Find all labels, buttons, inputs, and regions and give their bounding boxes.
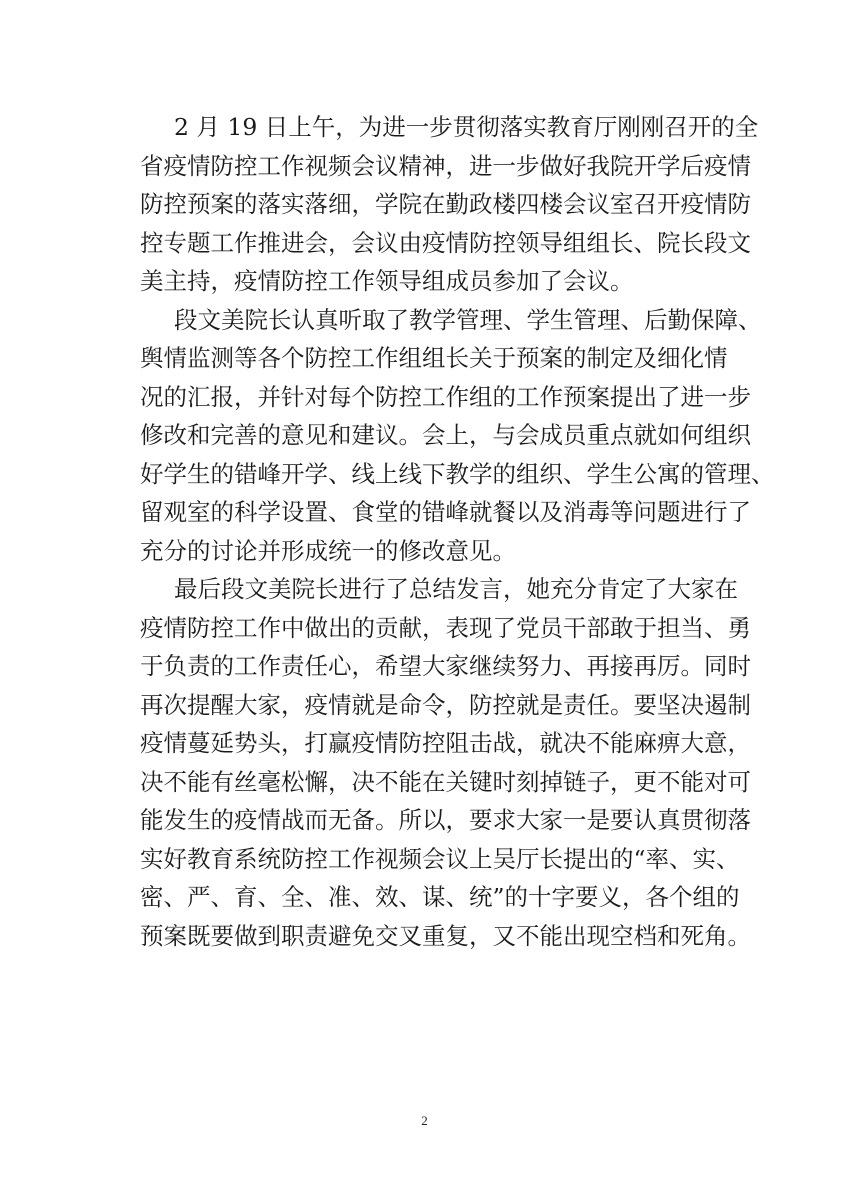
paragraph-3-line-8: 实好教育系统防控工作视频会议上吴厅长提出的“率、实、 <box>140 844 740 873</box>
body-text <box>140 108 775 955</box>
paragraph-2-line-5: 好学生的错峰开学、线上线下教学的组织、学生公寓的管理、 <box>140 459 775 488</box>
paragraph-1-line-1: 2 月 19 日上午，为进一步贯彻落实教育厅刚刚召开的全 <box>174 113 759 141</box>
paragraph-3-line-2: 疫情防控工作中做出的贡献，表现了党员干部敢于担当、勇 <box>140 613 751 642</box>
page-number: 2 <box>421 1113 428 1128</box>
paragraph-2-line-6: 留观室的科学设置、食堂的错峰就餐以及消毒等问题进行了 <box>140 498 751 526</box>
paragraph-3-line-9: 密、严、育、全、准、效、谋、统”的十字要义，各个组的 <box>140 883 740 911</box>
paragraph-2-line-2: 舆情监测等各个防控工作组组长关于预案的制定及细化情 <box>140 344 728 372</box>
paragraph-1-line-4: 控专题工作推进会，会议由疫情防控领导组组长、院长段文 <box>140 228 751 257</box>
paragraph-2-line-4: 修改和完善的意见和建议。会上，与会成员重点就如何组织 <box>140 421 751 449</box>
paragraph-2-line-3: 况的汇报，并针对每个防控工作组的工作预案提出了进一步 <box>140 382 751 411</box>
paragraph-2-line-1: 段文美院长认真听取了教学管理、学生管理、后勤保障、 <box>174 305 762 334</box>
paragraph-3-line-4: 再次提醒大家，疫情就是命令，防控就是责任。要坚决遏制 <box>140 690 751 719</box>
paragraph-3-line-6: 决不能有丝毫松懈，决不能在关键时刻掉链子，更不能对可 <box>140 767 751 796</box>
paragraph-3-line-10: 预案既要做到职责避免交叉重复，又不能出现空档和死角。 <box>140 921 751 950</box>
paragraph-3-line-3: 于负责的工作责任心，希望大家继续努力、再接再厉。同时 <box>140 652 751 680</box>
paragraph-1-line-3: 防控预案的落实落细，学院在勤政楼四楼会议室召开疫情防 <box>140 190 751 218</box>
paragraph-3-line-1: 最后段文美院长进行了总结发言，她充分肯定了大家在 <box>174 575 738 603</box>
paragraph-2-line-7: 充分的讨论并形成统一的修改意见。 <box>140 536 516 565</box>
paragraph-1-line-5: 美主持，疫情防控工作领导组成员参加了会议。 <box>140 267 634 295</box>
paragraph-3-line-7: 能发生的疫情战而无备。所以，要求大家一是要认真贯彻落 <box>140 806 751 834</box>
paragraph-1-line-2: 省疫情防控工作视频会议精神，进一步做好我院开学后疫情 <box>140 151 751 180</box>
paragraph-3-line-5: 疫情蔓延势头，打赢疫情防控阻击战，就决不能麻痹大意， <box>140 729 751 757</box>
